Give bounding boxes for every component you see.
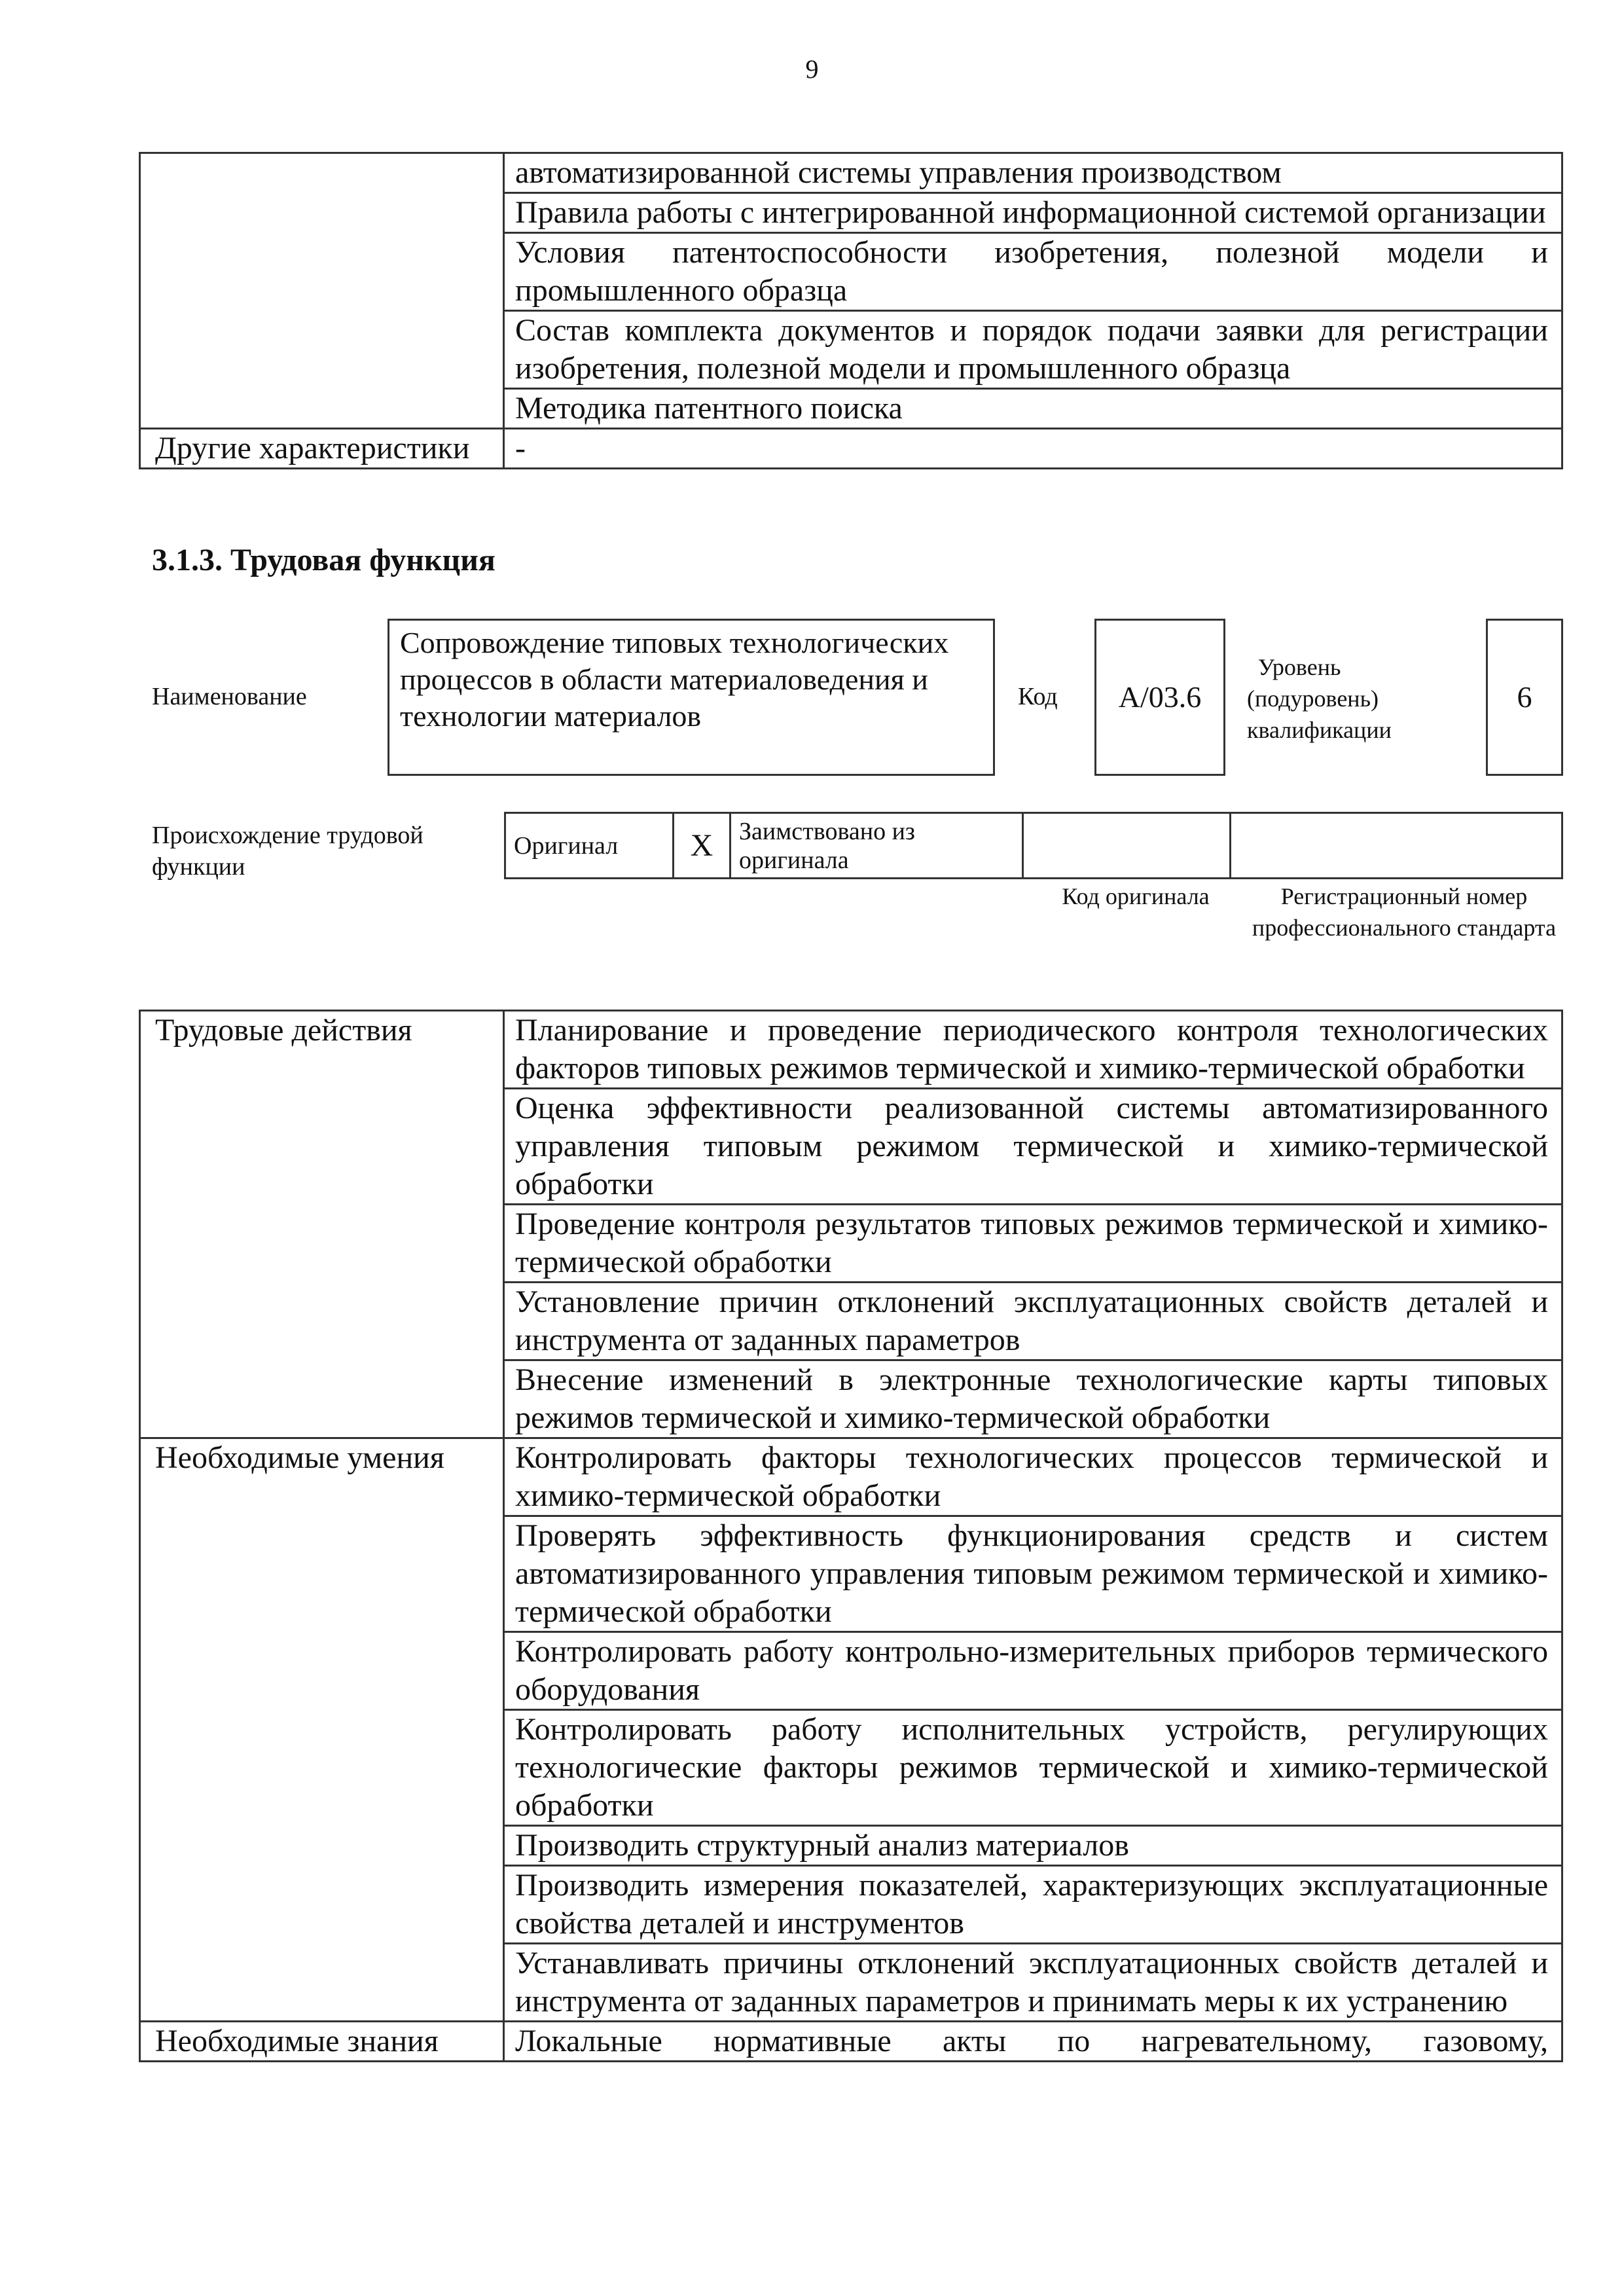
table-cell: Контролировать работу исполнительных устройств, регулирующих технологические факторы режимов термической и химико-термической обработки [504,1710,1562,1826]
table-cell: Правила работы с интегрированной информационной системой организации [504,193,1562,233]
table-cell: Производить измерения показателей, характеризующих эксплуатационные свойства деталей и инструментов [504,1866,1562,1944]
table-row [140,429,1562,469]
original-code-cell [1023,813,1231,879]
table-cell: автоматизированной системы управления производством [504,153,1562,193]
table-cell: Локальные нормативные акты по нагревательному, газовому, [504,2022,1562,2062]
original-mark: X [674,813,731,879]
required-skills-label: Необходимые умения [140,1438,504,2022]
table-row [140,2022,1562,2062]
registration-number-caption: Регистрационный номер профессионального стандарта [1252,883,1557,941]
table-row [140,153,1562,193]
name-label: Наименование [152,683,307,710]
level-label: Уровень (подуровень) квалификации [1247,654,1392,743]
table-cell: Контролировать факторы технологических процессов термической и химико-термической обработки [504,1438,1562,1516]
table-cell: Установление причин отклонений эксплуатационных свойств деталей и инструмента от заданных параметров [504,1283,1562,1360]
borrowed-cell: Заимствовано из оригинала [731,813,1023,879]
origin-table [504,812,1563,879]
section-heading: 3.1.3. Трудовая функция [152,543,496,577]
original-cell: Оригинал [505,813,674,879]
table-row [140,1011,1562,1089]
code-value-box [1094,619,1225,776]
table-cell: Проверять эффективность функционирования средств и систем автоматизированного управления типовым режимом термической и химико-термической обработки [504,1516,1562,1632]
other-characteristics-label: Другие характеристики [140,429,504,469]
table-cell: Контролировать работу контрольно-измерительных приборов термического оборудования [504,1632,1562,1710]
page-number: 9 [805,54,819,84]
main-table [139,1010,1563,2062]
table-cell: Условия патентоспособности изобретения, полезной модели и промышленного образца [504,233,1562,311]
required-knowledge-label: Необходимые знания [140,2022,504,2062]
name-value: Сопровождение типовых технологических процессов в области материаловедения и технологии материалов [400,626,949,733]
table-cell: Оценка эффективности реализованной системы автоматизированного управления типовым режимом термической и химико-термической обработки [504,1089,1562,1205]
registration-number-cell [1231,813,1562,879]
code-label: Код [1018,683,1058,710]
table-cell: Методика патентного поиска [504,389,1562,429]
labor-actions-label: Трудовые действия [140,1011,504,1438]
table-row [140,1438,1562,1516]
table-cell: Проведение контроля результатов типовых режимов термической и химико-термической обработки [504,1205,1562,1283]
level-value-box [1486,619,1563,776]
table-cell: Состав комплекта документов и порядок подачи заявки для регистрации изобретения, полезной модели и промышленного образца [504,311,1562,389]
name-value-box [388,619,995,776]
table-cell: Внесение изменений в электронные технологические карты типовых режимов термической и химико-термической обработки [504,1360,1562,1438]
table-cell: Планирование и проведение периодического контроля технологических факторов типовых режимов термической и химико-термической обработки [504,1011,1562,1089]
table-row [505,813,1562,879]
origin-label: Происхождение трудовой функции [152,822,424,881]
code-value: А/03.6 [1118,680,1202,714]
top-table-left-cell [140,153,504,429]
table-cell: Устанавливать причины отклонений эксплуатационных свойств деталей и инструмента от заданных параметров и принимать меры к их устранению [504,1944,1562,2022]
table-cell: Производить структурный анализ материалов [504,1826,1562,1866]
other-characteristics-value: - [504,429,1562,469]
code-original-caption: Код оригинала [1062,883,1210,909]
top-table [139,152,1563,469]
level-value: 6 [1517,680,1532,714]
